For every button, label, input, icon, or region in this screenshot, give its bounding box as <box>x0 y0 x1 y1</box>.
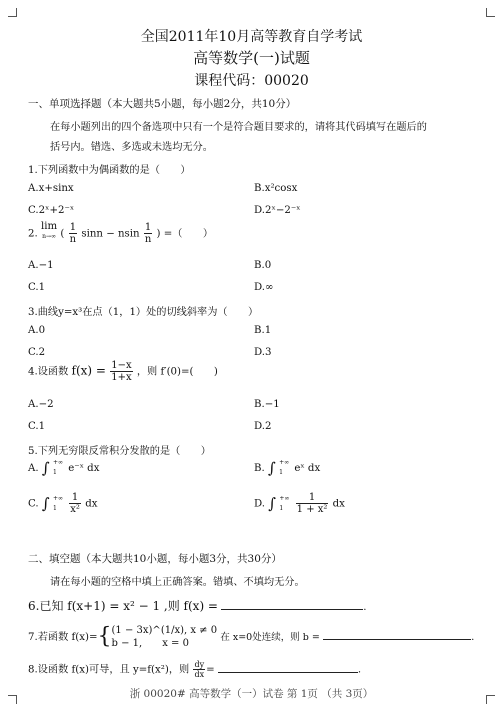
q6-stem <box>28 597 367 614</box>
left-brace-icon: { <box>97 624 112 649</box>
q2-frac2-num: 1 <box>144 222 152 233</box>
q5-d-den: 1 + x² <box>296 504 328 515</box>
q1-option-d: D.2ˣ−2⁻ˣ <box>254 205 301 216</box>
q7-case-1: (1 − 3x)^(1/x), x ≠ 0 <box>111 625 218 636</box>
q8-answer-blank[interactable] <box>218 661 358 673</box>
q3-stem: 3.曲线y=x³在点（1，1）处的切线斜率为（ ） <box>28 307 259 318</box>
q4-frac-den: 1+x <box>111 372 132 383</box>
q8-eq: = <box>206 664 215 676</box>
q5-d-num: 1 <box>296 492 329 504</box>
q2-open: ( <box>60 228 65 240</box>
q6-end: . <box>363 602 367 613</box>
q3-option-d: D.3 <box>254 347 272 358</box>
section2-instruction: 请在每小题的空格中填上正确答案。错填、不填均无分。 <box>50 577 305 588</box>
course-code: 课程代码：00020 <box>194 73 309 89</box>
q5-d-limits <box>279 494 289 514</box>
q7-answer-blank[interactable] <box>323 628 471 640</box>
q5-b-upper: +∞ <box>279 459 290 466</box>
q2-option-c: C.1 <box>28 282 46 293</box>
integral-sign-icon: ∫ <box>268 494 277 513</box>
q5-option-b <box>254 458 320 478</box>
integral-sign-icon: ∫ <box>267 459 276 477</box>
q7-end: . <box>471 632 475 643</box>
q2-fraction-1 <box>69 222 77 245</box>
section1-instruction-2: 括号内。错选、多选或未选均无分。 <box>50 142 213 153</box>
q1-option-c: C.2ˣ+2⁻ˣ <box>28 205 75 216</box>
q4-option-c: C.1 <box>28 421 46 432</box>
subject-title: 高等数学(一)试题 <box>193 49 310 67</box>
q3-option-a: A.0 <box>28 325 46 336</box>
q8-dx: dx <box>194 670 205 679</box>
q6-answer-blank[interactable] <box>221 598 363 610</box>
q5-c-den: x² <box>70 504 80 515</box>
q5-a-lower: 1 <box>52 469 57 476</box>
q3-option-c: C.2 <box>28 347 46 358</box>
q5-stem: 5.下列无穷限反常积分发散的是（ ） <box>28 446 211 457</box>
q5-b-expr: eˣ dx <box>294 463 321 474</box>
q5-c-num: 1 <box>69 492 81 504</box>
q8-end: . <box>357 664 362 676</box>
q2-lim-word: lim <box>40 221 58 232</box>
q2-lim-sub: n→∞ <box>42 233 57 240</box>
q5-d-upper: +∞ <box>279 494 290 502</box>
page-footer: 浙 00020# 高等数学（一）试卷 第 1页 （共 3页） <box>129 688 374 700</box>
q8-dy: dy <box>194 660 205 669</box>
q5-b-lower: 1 <box>279 469 283 476</box>
q1-stem: 1.下列函数中为偶函数的是（ ） <box>28 165 191 176</box>
q2-frac2-den: n <box>144 234 152 245</box>
q5-a-label: A. <box>28 463 39 474</box>
q2-option-b: B.0 <box>254 260 272 271</box>
section1-heading: 一、单项选择题（本大题共5小题，每小题2分，共10分） <box>28 98 297 110</box>
q5-c-limits <box>53 494 63 514</box>
q2-frac1-num: 1 <box>69 222 77 233</box>
q4-fraction <box>110 360 132 383</box>
q7-mid: 在 x=0处连续，则 b = <box>220 632 320 643</box>
q4-option-d: D.2 <box>254 421 272 432</box>
q4-stem <box>28 360 218 383</box>
exam-line: 全国2011年10月高等教育自学考试 <box>140 29 363 45</box>
q2-limit <box>41 222 57 242</box>
q5-d-dx: dx <box>332 498 345 510</box>
q7-cases <box>112 624 218 650</box>
q5-option-a <box>28 458 99 478</box>
section2-heading: 二、填空题（本大题共10小题，每小题3分，共30分） <box>28 553 282 565</box>
q5-b-label: B. <box>254 463 265 474</box>
q5-d-lower: 1 <box>279 504 284 512</box>
q5-c-label: C. <box>28 498 39 510</box>
q5-c-fraction <box>69 492 81 515</box>
q2-option-a: A.−1 <box>28 260 54 271</box>
q1-option-b: B.x²cosx <box>254 183 298 194</box>
q5-d-fraction <box>296 492 329 515</box>
q2-mid: sinn − nsin <box>81 228 140 240</box>
integral-sign-icon: ∫ <box>41 459 50 477</box>
crop-mark-top-left <box>8 8 17 17</box>
q6-text: 6.已知 f(x+1) = x² − 1 ,则 f(x) = <box>28 599 218 613</box>
q8-derivative <box>193 660 205 679</box>
q2-stem <box>28 222 213 245</box>
q5-a-upper: +∞ <box>52 459 63 466</box>
q7-prefix: 7.若函数 f(x)= <box>28 632 98 643</box>
q8-prefix: 8.设函数 f(x)可导，且 y=f(x²)，则 <box>28 664 190 676</box>
q4-fx: f(x) = <box>71 363 106 378</box>
q5-c-lower: 1 <box>53 504 57 512</box>
crop-mark-top-right <box>486 8 495 17</box>
q5-a-expr: e⁻ˣ dx <box>68 463 100 474</box>
q7-stem <box>28 624 474 650</box>
q5-a-limits <box>53 458 63 478</box>
q4-frac-num: 1−x <box>111 360 132 371</box>
q4-prefix: 4.设函数 <box>28 366 72 378</box>
q7-case-2: b − 1, x = 0 <box>111 638 189 649</box>
q4-option-a: A.−2 <box>28 399 54 410</box>
q2-frac1-den: n <box>69 234 77 245</box>
q4-tail: ，则 f′(0)=( ) <box>136 366 218 378</box>
q5-option-c <box>28 492 97 515</box>
q5-b-limits <box>279 458 289 478</box>
q2-fraction-2 <box>144 222 152 245</box>
integral-sign-icon: ∫ <box>41 494 50 513</box>
section1-instruction-1: 在每小题列出的四个备选项中只有一个是符合题目要求的，请将其代码填写在题后的 <box>50 122 427 133</box>
q4-option-b: B.−1 <box>254 399 280 410</box>
q2-tail: ) =（ ） <box>156 228 214 240</box>
q5-d-label: D. <box>254 498 266 510</box>
q5-c-upper: +∞ <box>53 494 64 502</box>
q5-option-d <box>254 492 345 515</box>
q8-stem <box>28 660 361 679</box>
q2-option-d: D.∞ <box>254 282 274 293</box>
q5-c-dx: dx <box>85 498 98 510</box>
q2-prefix: 2. <box>28 228 38 240</box>
q1-option-a: A.x+sinx <box>28 183 74 194</box>
q3-option-b: B.1 <box>254 325 272 336</box>
